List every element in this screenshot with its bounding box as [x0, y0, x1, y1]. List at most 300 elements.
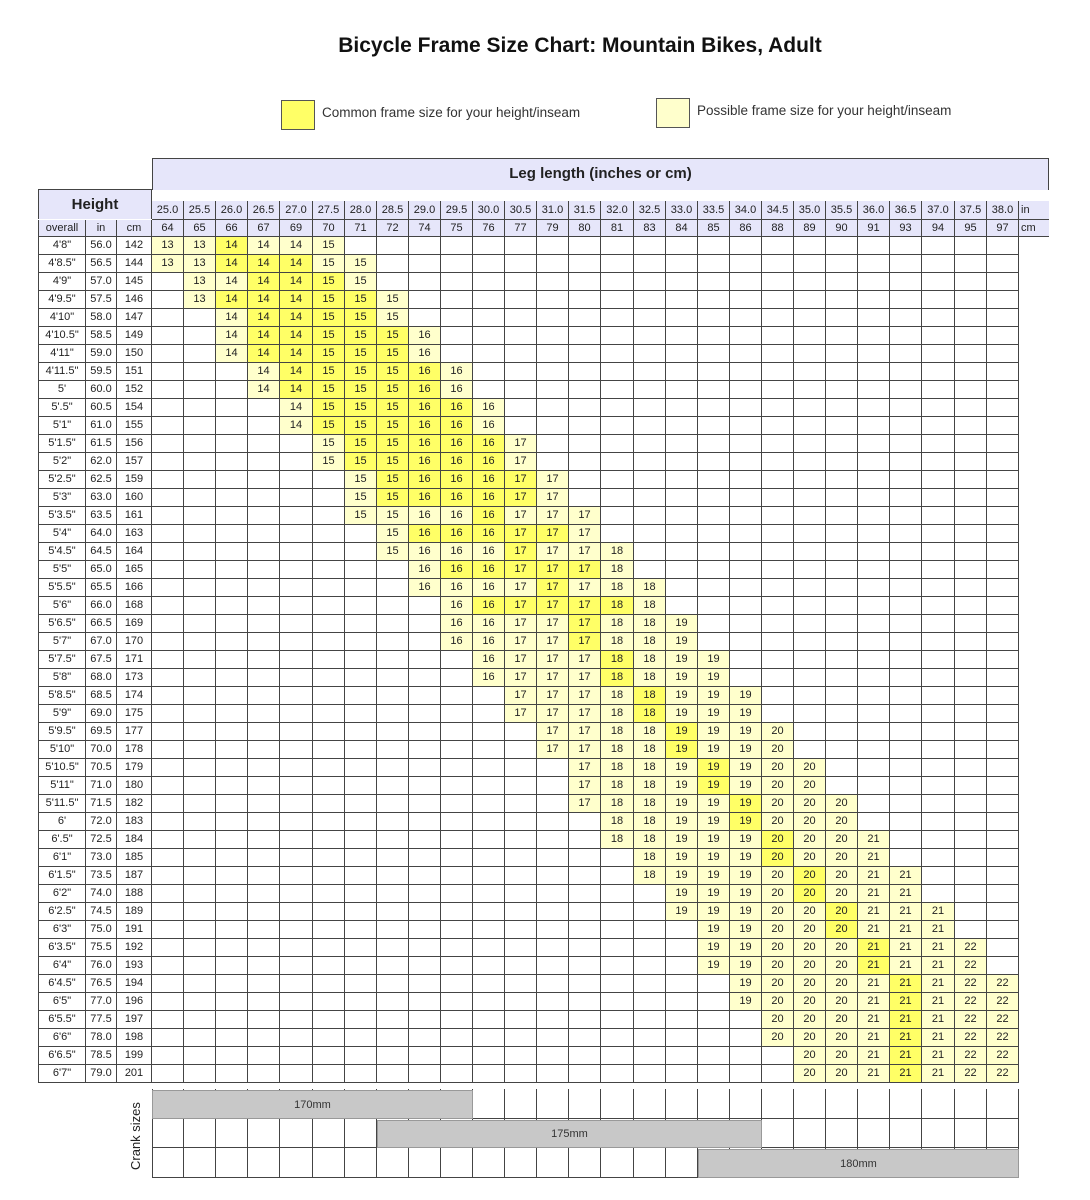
empty-cell	[922, 759, 955, 777]
empty-cell	[569, 327, 601, 345]
empty-cell	[152, 633, 184, 651]
common-frame-size: 20	[762, 831, 794, 849]
leg-in-header: 37.0	[922, 201, 955, 220]
empty-cell	[152, 489, 184, 507]
empty-cell	[666, 1047, 698, 1065]
empty-cell	[152, 993, 184, 1011]
empty-cell	[634, 471, 666, 489]
common-frame-size: 20	[762, 849, 794, 867]
empty-cell	[280, 633, 313, 651]
empty-cell	[409, 975, 441, 993]
empty-cell	[409, 1029, 441, 1047]
empty-cell	[634, 993, 666, 1011]
crank-grid-cell	[890, 1119, 922, 1148]
empty-cell	[634, 363, 666, 381]
empty-cell	[666, 237, 698, 255]
empty-cell	[505, 1011, 537, 1029]
empty-cell	[313, 705, 345, 723]
empty-cell	[987, 471, 1019, 489]
possible-frame-size: 15	[313, 237, 345, 255]
common-frame-size: 16	[473, 453, 505, 471]
empty-cell	[890, 327, 922, 345]
empty-cell	[409, 309, 441, 327]
empty-cell	[377, 633, 409, 651]
empty-cell	[473, 777, 505, 795]
empty-cell	[762, 435, 794, 453]
empty-cell	[922, 237, 955, 255]
empty-cell	[248, 399, 280, 417]
empty-cell	[955, 309, 987, 327]
possible-frame-size: 15	[377, 543, 409, 561]
empty-cell	[473, 309, 505, 327]
empty-cell	[730, 597, 762, 615]
empty-cell	[248, 777, 280, 795]
possible-frame-size: 20	[762, 975, 794, 993]
empty-cell	[762, 543, 794, 561]
possible-frame-size: 21	[922, 975, 955, 993]
possible-frame-size: 22	[955, 1011, 987, 1029]
empty-cell	[987, 543, 1019, 561]
empty-cell	[762, 579, 794, 597]
height-overall: 5'5"	[38, 561, 86, 579]
height-in: 73.0	[86, 849, 117, 867]
height-cm: 160	[117, 489, 152, 507]
empty-cell	[890, 381, 922, 399]
empty-cell	[890, 651, 922, 669]
empty-cell	[698, 273, 730, 291]
possible-frame-size: 20	[762, 777, 794, 795]
possible-frame-size: 22	[955, 1029, 987, 1047]
leg-cm-header: 89	[794, 220, 826, 237]
crank-grid-cell	[345, 1119, 377, 1148]
height-in: 70.0	[86, 741, 117, 759]
empty-cell	[377, 939, 409, 957]
empty-cell	[858, 597, 890, 615]
empty-cell	[762, 291, 794, 309]
height-in: 66.0	[86, 597, 117, 615]
possible-frame-size: 21	[922, 1047, 955, 1065]
empty-cell	[858, 309, 890, 327]
empty-cell	[441, 759, 473, 777]
empty-cell	[922, 723, 955, 741]
common-frame-size: 14	[248, 291, 280, 309]
possible-frame-size: 15	[377, 525, 409, 543]
possible-frame-size: 17	[569, 543, 601, 561]
leg-cm-header: 91	[858, 220, 890, 237]
empty-cell	[537, 1029, 569, 1047]
leg-cm-header: 80	[569, 220, 601, 237]
empty-cell	[794, 237, 826, 255]
empty-cell	[345, 525, 377, 543]
crank-grid-cell	[345, 1148, 377, 1178]
crank-grid-cell	[601, 1089, 634, 1119]
empty-cell	[377, 1029, 409, 1047]
leg-in-header: 30.5	[505, 201, 537, 220]
empty-cell	[730, 525, 762, 543]
empty-cell	[634, 507, 666, 525]
possible-frame-size: 14	[280, 237, 313, 255]
crank-grid-cell	[216, 1119, 248, 1148]
crank-grid-cell	[569, 1089, 601, 1119]
empty-cell	[441, 309, 473, 327]
empty-cell	[698, 597, 730, 615]
empty-cell	[184, 327, 216, 345]
height-overall: 5'5.5"	[38, 579, 86, 597]
possible-frame-size: 16	[473, 669, 505, 687]
empty-cell	[601, 435, 634, 453]
empty-cell	[698, 363, 730, 381]
empty-cell	[248, 1011, 280, 1029]
empty-cell	[537, 399, 569, 417]
common-frame-size: 17	[569, 633, 601, 651]
possible-frame-size: 17	[569, 795, 601, 813]
empty-cell	[248, 579, 280, 597]
empty-cell	[152, 957, 184, 975]
empty-cell	[152, 327, 184, 345]
possible-frame-size: 19	[666, 831, 698, 849]
empty-cell	[762, 507, 794, 525]
empty-cell	[248, 921, 280, 939]
possible-frame-size: 20	[794, 939, 826, 957]
empty-cell	[601, 1047, 634, 1065]
empty-cell	[794, 561, 826, 579]
height-overall: 5'1"	[38, 417, 86, 435]
height-in: 66.5	[86, 615, 117, 633]
empty-cell	[248, 903, 280, 921]
common-frame-size: 15	[345, 453, 377, 471]
empty-cell	[955, 597, 987, 615]
empty-cell	[345, 849, 377, 867]
empty-cell	[955, 633, 987, 651]
height-in: 60.5	[86, 399, 117, 417]
empty-cell	[409, 723, 441, 741]
height-overall: 5'2"	[38, 453, 86, 471]
common-frame-size: 20	[826, 921, 858, 939]
empty-cell	[216, 903, 248, 921]
possible-frame-size: 16	[409, 561, 441, 579]
crank-size-175mm: 175mm	[377, 1120, 762, 1148]
empty-cell	[377, 849, 409, 867]
empty-cell	[955, 579, 987, 597]
possible-frame-size: 18	[634, 831, 666, 849]
empty-cell	[216, 363, 248, 381]
empty-cell	[280, 813, 313, 831]
crank-grid-cell	[184, 1148, 216, 1178]
height-in: 79.0	[86, 1065, 117, 1083]
possible-frame-size: 19	[730, 885, 762, 903]
empty-cell	[280, 795, 313, 813]
possible-frame-size: 13	[152, 255, 184, 273]
empty-cell	[473, 1011, 505, 1029]
empty-cell	[313, 543, 345, 561]
empty-cell	[601, 255, 634, 273]
possible-frame-size: 19	[666, 759, 698, 777]
empty-cell	[345, 705, 377, 723]
common-frame-size: 14	[248, 273, 280, 291]
possible-frame-size: 21	[858, 867, 890, 885]
leg-cm-header: 88	[762, 220, 794, 237]
empty-cell	[890, 633, 922, 651]
height-overall: 6'4.5"	[38, 975, 86, 993]
common-frame-size: 16	[441, 561, 473, 579]
empty-cell	[377, 813, 409, 831]
leg-cm-header: 67	[248, 220, 280, 237]
empty-cell	[537, 975, 569, 993]
empty-cell	[922, 363, 955, 381]
possible-frame-size: 19	[698, 831, 730, 849]
empty-cell	[377, 957, 409, 975]
empty-cell	[569, 993, 601, 1011]
empty-cell	[890, 777, 922, 795]
possible-frame-size: 20	[794, 1065, 826, 1083]
empty-cell	[313, 669, 345, 687]
empty-cell	[987, 597, 1019, 615]
empty-cell	[890, 507, 922, 525]
empty-cell	[890, 435, 922, 453]
height-in: 59.5	[86, 363, 117, 381]
possible-frame-size: 19	[730, 903, 762, 921]
possible-frame-size: 19	[730, 957, 762, 975]
empty-cell	[826, 579, 858, 597]
empty-cell	[152, 1047, 184, 1065]
empty-cell	[794, 741, 826, 759]
empty-cell	[858, 489, 890, 507]
empty-cell	[601, 849, 634, 867]
height-in: 62.0	[86, 453, 117, 471]
possible-frame-size: 19	[666, 615, 698, 633]
leg-cm-header: 79	[537, 220, 569, 237]
empty-cell	[698, 237, 730, 255]
empty-cell	[666, 543, 698, 561]
empty-cell	[634, 561, 666, 579]
empty-cell	[922, 417, 955, 435]
crank-grid-cell	[377, 1148, 409, 1178]
empty-cell	[955, 237, 987, 255]
empty-cell	[313, 1047, 345, 1065]
empty-cell	[634, 291, 666, 309]
leg-cm-header: 76	[473, 220, 505, 237]
possible-frame-size: 17	[537, 687, 569, 705]
empty-cell	[537, 363, 569, 381]
empty-cell	[152, 345, 184, 363]
possible-frame-size: 16	[409, 579, 441, 597]
empty-cell	[152, 291, 184, 309]
empty-cell	[666, 399, 698, 417]
empty-cell	[216, 687, 248, 705]
empty-cell	[377, 687, 409, 705]
height-cm: 152	[117, 381, 152, 399]
empty-cell	[922, 813, 955, 831]
empty-cell	[955, 255, 987, 273]
empty-cell	[441, 813, 473, 831]
empty-cell	[409, 957, 441, 975]
possible-frame-size: 19	[698, 795, 730, 813]
possible-frame-size: 19	[698, 741, 730, 759]
empty-cell	[184, 399, 216, 417]
empty-cell	[345, 975, 377, 993]
empty-cell	[666, 255, 698, 273]
possible-frame-size: 20	[826, 993, 858, 1011]
empty-cell	[313, 687, 345, 705]
empty-cell	[987, 867, 1019, 885]
empty-cell	[922, 849, 955, 867]
possible-frame-size: 17	[569, 687, 601, 705]
empty-cell	[409, 831, 441, 849]
height-cm: 154	[117, 399, 152, 417]
empty-cell	[698, 975, 730, 993]
empty-cell	[184, 939, 216, 957]
possible-frame-size: 19	[666, 903, 698, 921]
height-in: 61.0	[86, 417, 117, 435]
crank-grid-cell	[280, 1148, 313, 1178]
common-frame-size: 15	[377, 471, 409, 489]
empty-cell	[858, 273, 890, 291]
empty-cell	[216, 885, 248, 903]
empty-cell	[409, 291, 441, 309]
possible-frame-size: 18	[601, 831, 634, 849]
common-frame-size: 16	[473, 561, 505, 579]
empty-cell	[826, 399, 858, 417]
empty-cell	[634, 957, 666, 975]
empty-cell	[313, 813, 345, 831]
empty-cell	[987, 561, 1019, 579]
empty-cell	[569, 453, 601, 471]
empty-cell	[569, 975, 601, 993]
height-cm: 187	[117, 867, 152, 885]
empty-cell	[794, 579, 826, 597]
possible-frame-size: 16	[409, 507, 441, 525]
empty-cell	[987, 435, 1019, 453]
leg-in-header: 33.5	[698, 201, 730, 220]
empty-cell	[890, 291, 922, 309]
possible-frame-size: 21	[922, 957, 955, 975]
height-in: 56.0	[86, 237, 117, 255]
height-cm: 192	[117, 939, 152, 957]
empty-cell	[505, 921, 537, 939]
empty-cell	[248, 687, 280, 705]
empty-cell	[762, 399, 794, 417]
possible-frame-size: 19	[730, 939, 762, 957]
empty-cell	[730, 1011, 762, 1029]
common-frame-size: 16	[409, 489, 441, 507]
empty-cell	[505, 237, 537, 255]
possible-frame-size: 17	[505, 453, 537, 471]
height-overall: 5'11.5"	[38, 795, 86, 813]
crank-grid-cell	[987, 1089, 1019, 1119]
height-overall: 6'.5"	[38, 831, 86, 849]
empty-cell	[794, 471, 826, 489]
possible-frame-size: 17	[537, 723, 569, 741]
empty-cell	[152, 795, 184, 813]
empty-cell	[955, 759, 987, 777]
common-frame-size: 15	[377, 327, 409, 345]
possible-frame-size: 18	[634, 723, 666, 741]
empty-cell	[313, 615, 345, 633]
possible-frame-size: 20	[826, 867, 858, 885]
empty-cell	[441, 255, 473, 273]
empty-cell	[345, 633, 377, 651]
empty-cell	[248, 813, 280, 831]
empty-cell	[601, 1065, 634, 1083]
empty-cell	[280, 687, 313, 705]
empty-cell	[762, 1065, 794, 1083]
leg-in-header: 25.0	[152, 201, 184, 220]
empty-cell	[313, 633, 345, 651]
possible-frame-size: 18	[601, 723, 634, 741]
empty-cell	[698, 561, 730, 579]
possible-frame-size: 20	[826, 849, 858, 867]
empty-cell	[184, 1065, 216, 1083]
empty-cell	[152, 381, 184, 399]
empty-cell	[955, 651, 987, 669]
empty-cell	[377, 759, 409, 777]
common-frame-size: 21	[890, 993, 922, 1011]
empty-cell	[955, 507, 987, 525]
empty-cell	[441, 327, 473, 345]
empty-cell	[762, 1047, 794, 1065]
possible-frame-size: 17	[569, 525, 601, 543]
possible-frame-size: 19	[698, 849, 730, 867]
empty-cell	[955, 381, 987, 399]
empty-cell	[473, 327, 505, 345]
common-frame-size: 16	[473, 525, 505, 543]
empty-cell	[794, 489, 826, 507]
empty-cell	[955, 543, 987, 561]
empty-cell	[730, 363, 762, 381]
possible-frame-size: 20	[794, 903, 826, 921]
empty-cell	[345, 579, 377, 597]
empty-cell	[666, 345, 698, 363]
empty-cell	[794, 435, 826, 453]
empty-cell	[377, 615, 409, 633]
possible-frame-size: 18	[601, 777, 634, 795]
empty-cell	[922, 597, 955, 615]
empty-cell	[409, 885, 441, 903]
empty-cell	[987, 291, 1019, 309]
empty-cell	[280, 651, 313, 669]
possible-frame-size: 13	[184, 291, 216, 309]
empty-cell	[313, 1029, 345, 1047]
crank-grid-cell	[666, 1148, 698, 1178]
empty-cell	[794, 687, 826, 705]
common-frame-size: 14	[248, 309, 280, 327]
common-frame-size: 15	[313, 363, 345, 381]
empty-cell	[280, 741, 313, 759]
empty-cell	[890, 813, 922, 831]
empty-cell	[248, 471, 280, 489]
empty-cell	[730, 309, 762, 327]
empty-cell	[569, 435, 601, 453]
empty-cell	[248, 741, 280, 759]
empty-cell	[569, 309, 601, 327]
empty-cell	[987, 579, 1019, 597]
possible-frame-size: 19	[730, 921, 762, 939]
empty-cell	[345, 543, 377, 561]
empty-cell	[666, 291, 698, 309]
empty-cell	[634, 255, 666, 273]
empty-cell	[184, 705, 216, 723]
empty-cell	[987, 759, 1019, 777]
empty-cell	[184, 777, 216, 795]
empty-cell	[152, 687, 184, 705]
possible-frame-size: 21	[858, 1065, 890, 1083]
common-frame-size: 16	[409, 525, 441, 543]
height-overall: 4'8"	[38, 237, 86, 255]
empty-cell	[569, 921, 601, 939]
empty-cell	[569, 291, 601, 309]
empty-cell	[377, 1011, 409, 1029]
possible-frame-size: 19	[666, 669, 698, 687]
